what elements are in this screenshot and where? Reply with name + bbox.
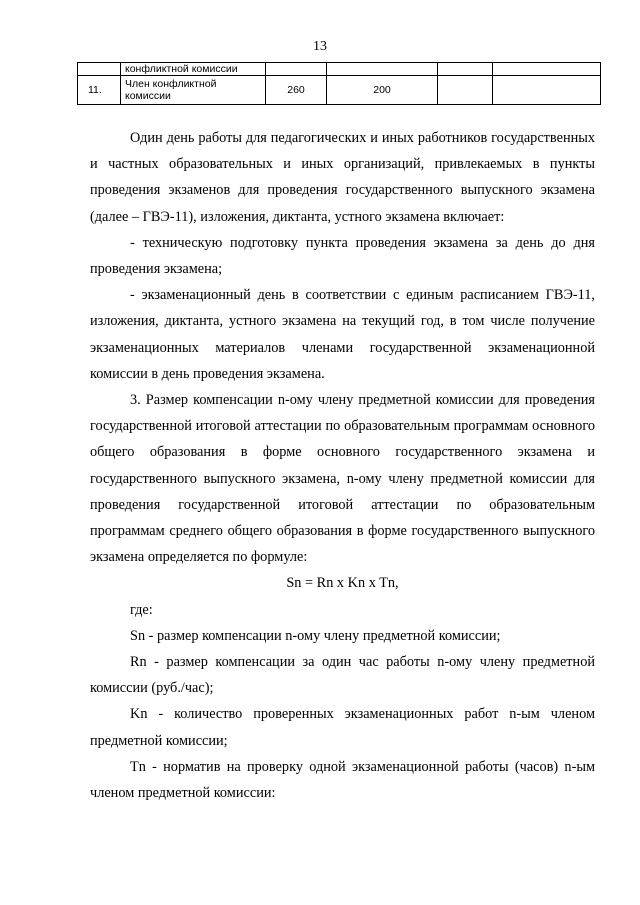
table-cell-num (78, 63, 121, 76)
table-cell-empty (493, 76, 601, 105)
formula: Sn = Rn x Kn x Tn, (286, 575, 399, 592)
table-cell-value (327, 63, 438, 76)
paragraph-where: где: (130, 601, 153, 618)
definition-kn: Kn - количество проверенных экзаменационных работ n-ым членом предметной комиссии; (90, 706, 595, 749)
table-cell-empty (493, 63, 601, 76)
definition-sn: Sn - размер компенсации n-ому члену предметной комиссии; (130, 627, 501, 644)
table-cell-name: конфликтной комиссии (121, 63, 266, 76)
paragraph-list-item: - экзаменационный день в соответствии с единым расписанием ГВЭ-11, изложения, диктанта, устного экзамена на текущий год, в том числе получение экзаменационных материалов членами государственной экзаменационной комиссии в день проведения экзамена. (90, 287, 595, 382)
compensation-table (77, 62, 601, 105)
table-cell-value (438, 63, 493, 76)
table-cell-value: 200 (327, 76, 438, 105)
table-cell-value (266, 63, 327, 76)
table-cell-num: 11. (78, 76, 121, 105)
table-cell-name: Член конфликтной комиссии (121, 76, 266, 105)
paragraph-working-day: Один день работы для педагогических и иных работников государственных и частных образовательных и иных организаций, привлекаемых в пункты проведения экзаменов для проведения государственного выпускного экзамена (далее – ГВЭ-11), изложения, диктанта, устного экзамена включает: (90, 130, 595, 225)
table-row (78, 63, 601, 76)
definition-rn: Rn - размер компенсации за один час работы n-ому члену предметной комиссии (руб./час); (90, 654, 595, 697)
paragraph-list-item: - техническую подготовку пункта проведения экзамена за день до дня проведения экзамена; (90, 234, 595, 278)
document-body (90, 125, 595, 806)
paragraph-section-3: 3. Размер компенсации n-ому члену предметной комиссии для проведения государственной итоговой аттестации по образовательным программам основного общего образования в форме основного государственного экзамена и государственного выпускного экзамена, n-ому члену предметной комиссии для проведения государственной итоговой аттестации по образовательным программам среднего общего образования в форме государственного выпускного экзамена определяется по формуле: (90, 392, 595, 566)
page-number: 13 (313, 39, 327, 54)
table-cell-value: 260 (266, 76, 327, 105)
definition-tn: Tn - норматив на проверку одной экзаменационной работы (часов) n-ым членом предметной комиссии: (90, 758, 595, 802)
table-cell-value (438, 76, 493, 105)
table-row (78, 76, 601, 105)
